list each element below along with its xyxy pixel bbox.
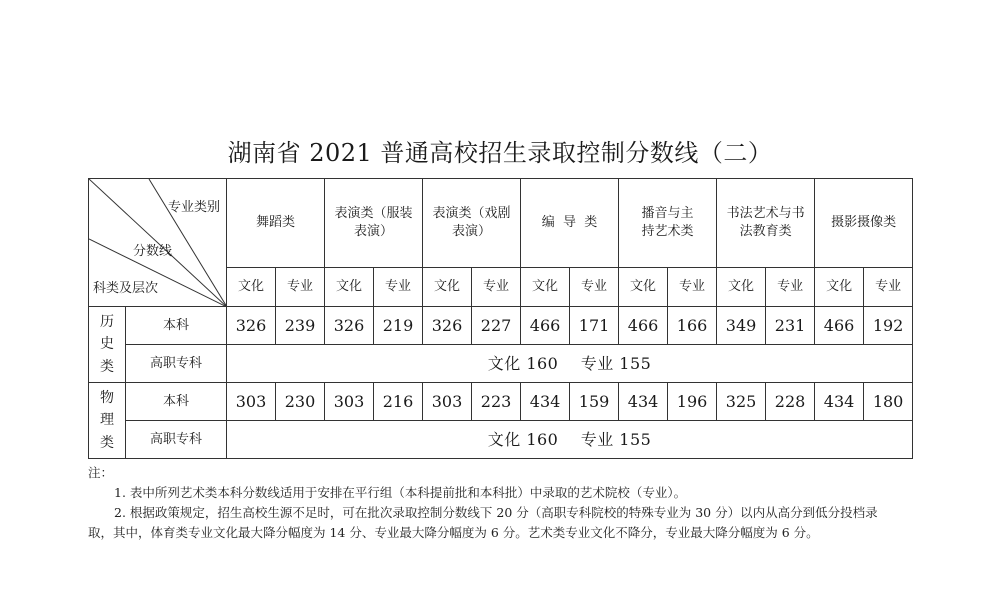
score-cell: 466 [521, 307, 570, 345]
subheader-culture: 文化 [815, 268, 864, 307]
score-cell: 325 [717, 383, 766, 421]
score-cell: 434 [619, 383, 668, 421]
corner-score-label: 分数线 [133, 244, 173, 259]
score-cell: 231 [766, 307, 815, 345]
category-header-broadcasting: 播音与主 持艺术类 [619, 179, 717, 268]
table-row-physics-undergrad [89, 383, 913, 421]
score-table [88, 178, 913, 459]
score-cell: 228 [766, 383, 815, 421]
score-cell: 326 [227, 307, 276, 345]
level-label-vocational: 高职专科 [126, 421, 227, 459]
score-cell: 230 [276, 383, 325, 421]
score-cell: 349 [717, 307, 766, 345]
table-row-history-undergrad [89, 307, 913, 345]
note-item: 1. 表中所列艺术类本科分数线适用于安排在平行组（本科提前批和本科批）中录取的艺术院校（专业）。 [114, 485, 687, 500]
vocational-score-merged: 文化 160 专业 155 [227, 421, 913, 459]
corner-category-label: 专业类别 [167, 200, 220, 215]
footnotes [88, 463, 918, 543]
score-cell: 434 [521, 383, 570, 421]
score-cell: 171 [570, 307, 619, 345]
category-header-directing: 编 导 类 [521, 179, 619, 268]
subheader-major: 专业 [374, 268, 423, 307]
header-row-categories [89, 179, 913, 268]
notes-label: 注： [88, 465, 114, 480]
category-header-fashion-performance: 表演类（服装 表演） [325, 179, 423, 268]
level-label-undergrad: 本科 [126, 307, 227, 345]
group-label-physics: 物 理 类 [89, 383, 126, 459]
score-cell: 326 [325, 307, 374, 345]
subheader-culture: 文化 [325, 268, 374, 307]
subheader-major: 专业 [766, 268, 815, 307]
score-cell: 223 [472, 383, 521, 421]
level-label-vocational: 高职专科 [126, 345, 227, 383]
category-header-photography: 摄影摄像类 [815, 179, 913, 268]
score-cell: 196 [668, 383, 717, 421]
subheader-major: 专业 [472, 268, 521, 307]
corner-subject-label: 科类及层次 [93, 281, 159, 296]
table-row-history-vocational [89, 345, 913, 383]
score-cell: 180 [864, 383, 913, 421]
subheader-culture: 文化 [521, 268, 570, 307]
subheader-culture: 文化 [619, 268, 668, 307]
note-item-continuation: 取，其中，体育类专业文化最大降分幅度为 14 分、专业最大降分幅度为 6 分。艺术类专业文化不降分，专业最大降分幅度为 6 分。 [88, 525, 819, 540]
score-cell: 466 [619, 307, 668, 345]
subheader-major: 专业 [668, 268, 717, 307]
category-header-drama-performance: 表演类（戏剧 表演） [423, 179, 521, 268]
score-cell: 219 [374, 307, 423, 345]
score-cell: 303 [325, 383, 374, 421]
score-cell: 326 [423, 307, 472, 345]
score-cell: 159 [570, 383, 619, 421]
group-label-history: 历 史 类 [89, 307, 126, 383]
score-cell: 303 [423, 383, 472, 421]
subheader-culture: 文化 [717, 268, 766, 307]
page-title: 湖南省 2021 普通高校招生录取控制分数线（二） [227, 139, 773, 167]
vocational-score-merged: 文化 160 专业 155 [227, 345, 913, 383]
subheader-major: 专业 [570, 268, 619, 307]
corner-header-cell [89, 179, 227, 307]
note-item: 2. 根据政策规定，招生高校生源不足时，可在批次录取控制分数线下 20 分（高职专科院校的特殊专业为 30 分）以内从高分到低分投档录 [114, 505, 878, 520]
score-cell: 192 [864, 307, 913, 345]
score-cell: 239 [276, 307, 325, 345]
subheader-major: 专业 [864, 268, 913, 307]
score-cell: 227 [472, 307, 521, 345]
score-cell: 303 [227, 383, 276, 421]
score-table-wrapper [88, 178, 912, 459]
table-row-physics-vocational [89, 421, 913, 459]
score-cell: 466 [815, 307, 864, 345]
subheader-major: 专业 [276, 268, 325, 307]
score-cell: 434 [815, 383, 864, 421]
category-header-calligraphy: 书法艺术与书 法教育类 [717, 179, 815, 268]
score-cell: 216 [374, 383, 423, 421]
level-label-undergrad: 本科 [126, 383, 227, 421]
score-cell: 166 [668, 307, 717, 345]
category-header-dance: 舞蹈类 [227, 179, 325, 268]
subheader-culture: 文化 [423, 268, 472, 307]
subheader-culture: 文化 [227, 268, 276, 307]
